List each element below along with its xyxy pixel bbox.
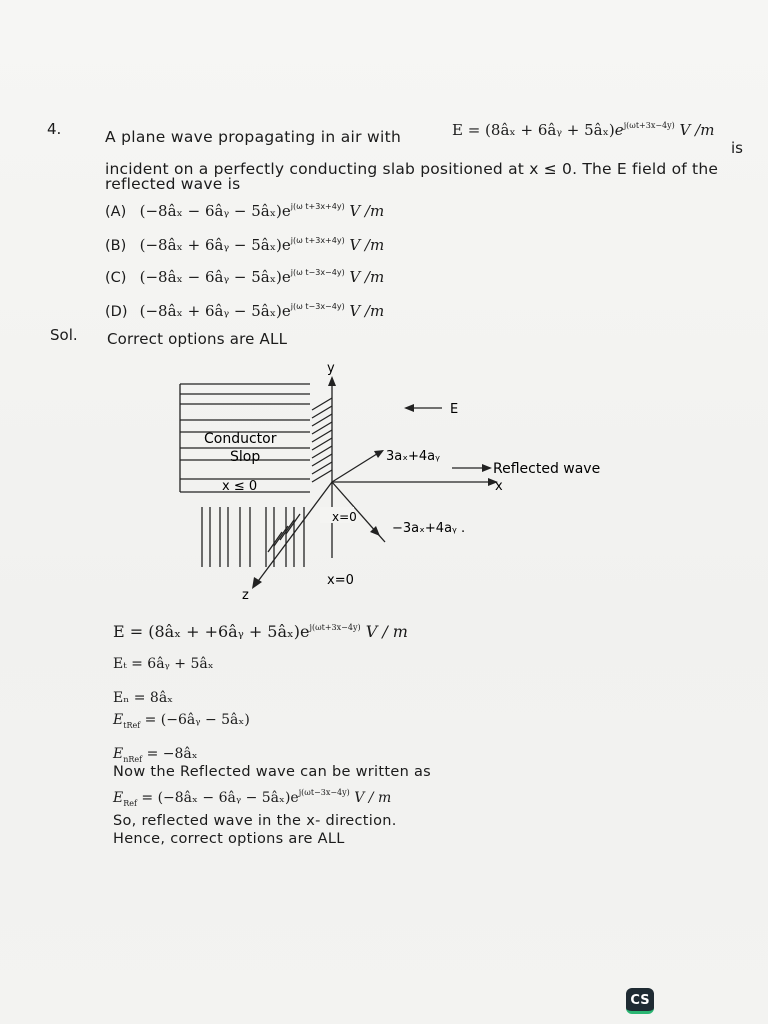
axis-y-label: y (327, 362, 335, 376)
option-expression: (−8âₓ − 6âᵧ − 5âₓ)e (139, 202, 291, 220)
work-line1-unit: V / m (365, 622, 408, 641)
option-c (105, 268, 384, 286)
solution-label: Sol. (50, 326, 78, 344)
option-exponent: j(ω t−3x−4y) (290, 268, 345, 277)
x0-top-label: x=0 (332, 510, 357, 524)
incident-arrowhead (374, 450, 384, 458)
axis-z-label: z (242, 588, 249, 603)
stem-equation-unit: V /m (679, 121, 715, 139)
e-field-arrowhead (404, 404, 414, 412)
reflected-wave-label: Reflected wave (493, 461, 601, 477)
question-stem-line2: incident on a perfectly conducting slab positioned at x ≤ 0. The E field of the (105, 160, 719, 178)
option-expression: (−8âₓ + 6âᵧ − 5âₓ)e (139, 236, 291, 254)
camscanner-logo: CS (626, 988, 654, 1014)
work-line1-exponent: j(ωt+3x−4y) (309, 623, 361, 632)
slop-label: Slop (230, 449, 261, 465)
reflection-diagram (170, 362, 650, 607)
incident-e-label: E (450, 402, 459, 417)
work-line4-rhs: = (−6âᵧ − 5âₓ) (144, 712, 250, 728)
stem-equation-exponent: j(ωt+3x−4y) (623, 121, 675, 130)
question-stem-line3: reflected wave is (105, 175, 241, 193)
work-line8: So, reflected wave in the x- direction. (113, 813, 397, 829)
axis-x-label: x (495, 479, 503, 494)
work-line5-sub: nRef (123, 754, 143, 764)
option-label: (D) (105, 304, 128, 320)
work-line5 (113, 746, 198, 764)
question-stem-line1: A plane wave propagating in air with (105, 128, 402, 146)
work-line3: Eₙ = 8âₓ (113, 690, 174, 706)
work-line7-rhs: = (−8âₓ − 6âᵧ − 5âₓ)e (141, 790, 299, 806)
reflected-wave-arrowhead (482, 464, 492, 472)
option-label: (A) (105, 204, 127, 220)
work-line1-expr: E = (8âₓ + +6âᵧ + 5âₓ)e (113, 622, 310, 641)
option-unit: V /m (349, 202, 385, 220)
option-label: (B) (105, 238, 127, 254)
option-expression: (−8âₓ + 6âᵧ − 5âₓ)e (139, 302, 291, 320)
work-line5-rhs: = −8âₓ (146, 746, 198, 762)
option-expression: (−8âₓ − 6âᵧ − 5âₓ)e (139, 268, 291, 286)
work-line7-lhs: E (113, 790, 124, 806)
work-line5-lhs: E (113, 746, 124, 762)
work-line4-sub: tRef (123, 720, 141, 730)
option-unit: V /m (349, 302, 385, 320)
option-exponent: j(ω t+3x+4y) (290, 236, 345, 245)
reflected-vector-label: −3aₓ+4aᵧ . (392, 521, 466, 536)
work-line4-lhs: E (113, 712, 124, 728)
incident-vector-label: 3aₓ+4aᵧ (386, 449, 440, 464)
work-line9: Hence, correct options are ALL (113, 831, 345, 847)
option-unit: V /m (349, 236, 385, 254)
z-axis (256, 482, 332, 584)
option-exponent: j(ω t−3x−4y) (290, 302, 345, 311)
option-label: (C) (105, 270, 127, 286)
work-line7-unit: V / m (354, 790, 392, 806)
option-a (105, 202, 384, 220)
work-line2: Eₜ = 6âᵧ + 5âₓ (113, 656, 214, 672)
work-line4 (113, 712, 250, 730)
conductor-label: Conductor (204, 431, 277, 447)
question-stem-is: is (731, 139, 743, 157)
work-line7-sub: Ref (123, 798, 137, 808)
question-number: 4. (47, 120, 62, 138)
region-label: x ≤ 0 (222, 479, 258, 494)
option-unit: V /m (349, 268, 385, 286)
option-b (105, 236, 384, 254)
x0-bottom-label: x=0 (327, 573, 354, 588)
option-exponent: j(ω t+3x+4y) (290, 202, 345, 211)
solution-answer: Correct options are ALL (107, 330, 288, 348)
stem-equation-body: E = (8âₓ + 6âᵧ + 5âₓ) (452, 121, 615, 139)
work-line7 (113, 788, 391, 808)
question-stem-equation: E = (8âₓ + 6âᵧ + $5â_x)e^{j(\omega t+3x-4y)}$ V /m (452, 121, 715, 139)
work-line6: Now the Reflected wave can be written as (113, 764, 432, 780)
work-line1 (113, 622, 408, 641)
work-line7-exponent: j(ωt−3x−4y) (298, 788, 350, 797)
incident-ray (332, 452, 380, 482)
option-d (105, 302, 384, 320)
y-axis-arrowhead (328, 376, 336, 386)
